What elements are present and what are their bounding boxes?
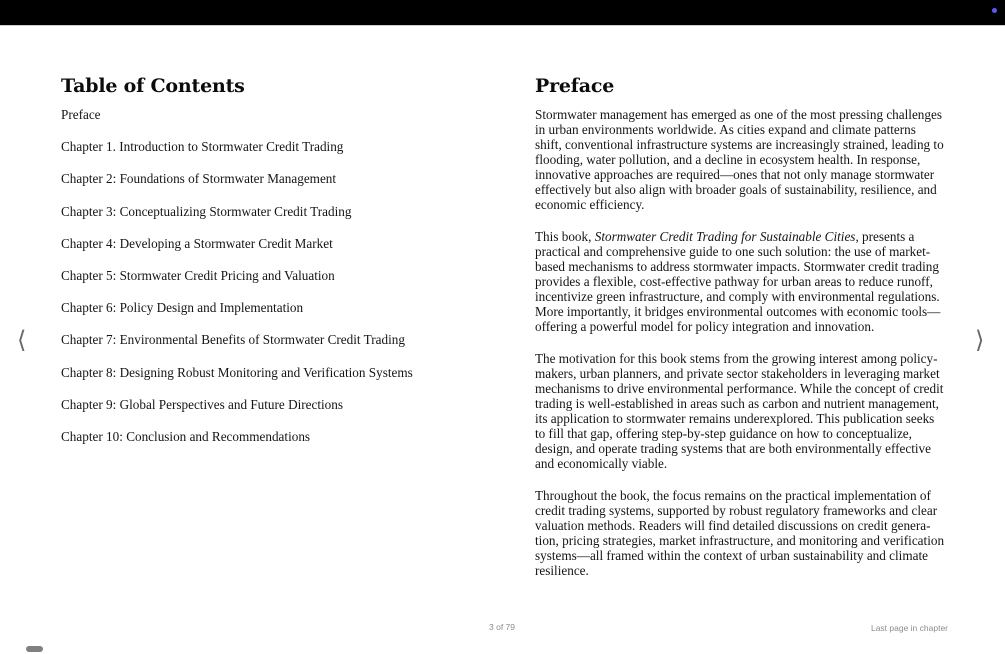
preface-paragraph-4: Throughout the book, the focus remains on the practical implementation of credit trading systems, supported by robust regulatory frameworks and clear valuation methods. Readers will find detailed discussions on credit generation, pricing strategies, market infrastructure, and monitoring and verification systems—all framed within the context of urban sustainability and climate resilience. <box>535 488 945 578</box>
toc-list <box>61 107 481 461</box>
toc-item-chapter-10[interactable]: Chapter 10: Conclusion and Recommendations <box>61 428 311 444</box>
preface-body <box>535 107 945 578</box>
toc-item-chapter-9[interactable]: Chapter 9: Global Perspectives and Future Directions <box>61 396 343 412</box>
toc-item-chapter-8[interactable]: Chapter 8: Designing Robust Monitoring and Verification Systems <box>61 364 413 380</box>
preface-paragraph-3: The motivation for this book stems from the growing interest among policymakers, urban planners, and private sector stakeholders in leveraging market mechanisms to drive environmental performance. While the concept of credit trading is well-established in areas such as carbon and nutrient management, its application to stormwater remains underexplored. This publication seeks to fill that gap, offering step-by-step guidance on how to conceptualize, design, and operate trading systems that are both environmentally effective and economically viable. <box>535 351 944 471</box>
paragraph-2-lead: This book, <box>535 229 595 244</box>
top-bar <box>0 0 1005 26</box>
reader-spread <box>0 25 1005 654</box>
status-indicator-icon <box>992 8 997 13</box>
preface-title: Preface <box>535 75 615 97</box>
toc-item-chapter-2[interactable]: Chapter 2: Foundations of Stormwater Management <box>61 171 337 187</box>
next-page-chevron-icon[interactable]: ⟩ <box>975 326 985 354</box>
toc-item-chapter-3[interactable]: Chapter 3: Conceptualizing Stormwater Credit Trading <box>61 203 352 219</box>
preface-paragraph-2 <box>535 229 945 334</box>
toc-item-chapter-1[interactable]: Chapter 1. Introduction to Stormwater Credit Trading <box>61 139 344 155</box>
book-title: Stormwater Credit Trading for Sustainable Cities <box>594 229 856 244</box>
paragraph-2-rest: , presents a practical and comprehensive guide to one such solution: the use of market-based mechanisms to address stormwater impacts. Stormwater credit trading provides a flexible, cost-effective pathway for urban areas to reduce runoff, incentivize green infrastructure, and comply with environmental regulations. More importantly, it bridges environmental outcomes with economic tools—offering a powerful model for policy integration and innovation. <box>535 229 941 334</box>
page-counter: 3 of 79 <box>489 622 515 632</box>
toc-title: Table of Contents <box>61 75 245 97</box>
drag-handle[interactable] <box>26 646 43 652</box>
toc-item-chapter-7[interactable]: Chapter 7: Environmental Benefits of Stormwater Credit Trading <box>61 332 405 348</box>
previous-page-chevron-icon[interactable]: ⟨ <box>17 326 27 354</box>
preface-page <box>535 74 945 595</box>
toc-item-preface[interactable]: Preface <box>61 107 101 122</box>
chapter-status-label: Last page in chapter <box>870 623 948 633</box>
toc-item-chapter-6[interactable]: Chapter 6: Policy Design and Implementation <box>61 300 304 316</box>
toc-item-chapter-4[interactable]: Chapter 4: Developing a Stormwater Credit Market <box>61 235 333 251</box>
toc-item-chapter-5[interactable]: Chapter 5: Stormwater Credit Pricing and Valuation <box>61 267 335 283</box>
preface-paragraph-1: Stormwater management has emerged as one of the most pressing challenges in urban environments worldwide. As cities expand and climate patterns shift, conventional infrastructure systems are increasingly strained, leading to flooding, water pollution, and a decline in ecosystem health. In response, innovative approaches are required—ones that not only manage stormwater effectively but also align with broader goals of sustainability, resilience, and economic efficiency. <box>535 107 944 212</box>
table-of-contents-page <box>61 74 481 461</box>
